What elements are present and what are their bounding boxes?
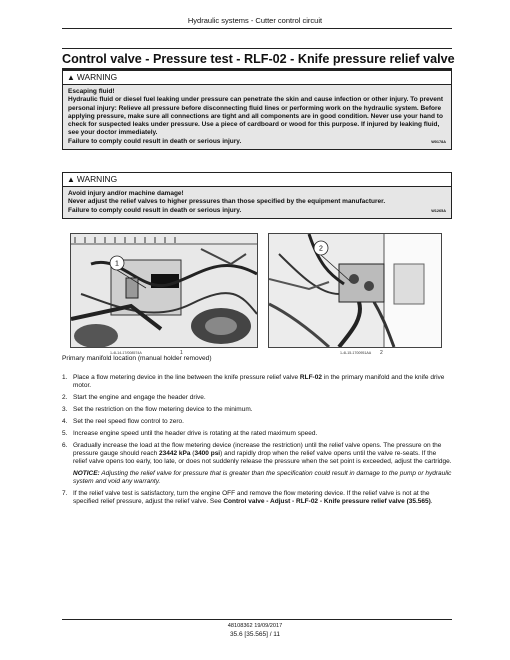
warning-line: Never adjust the relief valves to higher pressures than those specified by the equipment manufacturer. bbox=[68, 198, 386, 206]
step-text: Set the reel speed flow control to zero. bbox=[73, 417, 184, 425]
figure-label-1: 1-4L14-17/008574A bbox=[110, 351, 142, 355]
title-top-rule bbox=[62, 48, 452, 49]
step-item bbox=[62, 406, 452, 414]
warning-body bbox=[63, 187, 451, 218]
figure-caption: Primary manifold location (manual holder removed) bbox=[62, 355, 212, 362]
step-number: 1. bbox=[62, 374, 68, 381]
step-text: Set the restriction on the flow metering device to the minimum. bbox=[73, 406, 253, 414]
step-number: 4. bbox=[62, 417, 68, 425]
warning-code: W1265A bbox=[431, 208, 446, 213]
warning-heading bbox=[63, 173, 451, 187]
step-text: If the relief valve test is satisfactory, turn the engine OFF and remove the flow metering device. If the relief valve is not at the specified relief pressure, adjust the relief valve. See Control valve - Adjust - RLF-02 - Knife pressure relief valve (35.565). bbox=[73, 489, 433, 506]
callout-2 bbox=[310, 237, 370, 287]
warning-line: Escaping fluid! bbox=[68, 88, 115, 95]
step-item bbox=[62, 418, 452, 426]
warning-body bbox=[63, 85, 451, 149]
step-item bbox=[62, 490, 452, 507]
warning-line: Failure to comply could result in death or serious injury. bbox=[68, 137, 242, 145]
figure-index-1: 1 bbox=[180, 350, 183, 356]
step-number: 5. bbox=[62, 429, 68, 437]
procedure-steps bbox=[62, 374, 452, 510]
step-number: 2. bbox=[62, 394, 68, 402]
warning-triangle-icon: ▲ bbox=[67, 73, 75, 82]
step-item bbox=[62, 394, 452, 402]
footer-doc-id: 48108362 19/09/2017 bbox=[227, 623, 283, 629]
warning-label: WARNING bbox=[76, 72, 118, 82]
step-item bbox=[62, 374, 452, 391]
step-text: Increase engine speed until the header drive is rotating at the rated maximum speed. bbox=[73, 429, 318, 437]
cross-reference-link[interactable]: Control valve - Adjust - RLF-02 - Knife pressure relief valve (35.565) bbox=[223, 498, 431, 506]
running-header: Hydraulic systems - Cutter control circuit bbox=[187, 16, 323, 25]
warning-line: Failure to comply could result in death or serious injury. bbox=[68, 206, 242, 214]
warning-heading bbox=[63, 71, 451, 85]
header-rule bbox=[62, 28, 452, 29]
figure-index-2: 2 bbox=[380, 350, 383, 356]
page-title: Control valve - Pressure test - RLF-02 - Knife pressure relief valve bbox=[62, 52, 455, 66]
step-item bbox=[62, 442, 452, 486]
warning-box-relief bbox=[62, 172, 452, 219]
step-number: 6. bbox=[62, 441, 68, 449]
footer-page-number: 35.6 [35.565] / 11 bbox=[229, 631, 281, 638]
step-text: Place a flow metering device in the line between the knife pressure relief valve RLF-02 in the primary manifold and the knife drive motor. bbox=[73, 374, 445, 390]
footer-rule bbox=[62, 619, 452, 620]
callout-1 bbox=[106, 252, 166, 292]
warning-box-fluid bbox=[62, 70, 452, 150]
warning-label: WARNING bbox=[76, 174, 118, 184]
warning-line: Avoid injury and/or machine damage! bbox=[68, 190, 184, 197]
callout-number: 1 bbox=[115, 260, 119, 268]
warning-triangle-icon: ▲ bbox=[67, 175, 75, 184]
figure-label-2: 1-4L15-1700951AA bbox=[340, 351, 372, 355]
step-number: 7. bbox=[62, 489, 68, 497]
step-number: 3. bbox=[62, 406, 68, 414]
warning-line: Hydraulic fluid or diesel fuel leaking under pressure can penetrate the skin and cause infection or other injury. To prevent personal injury: Relieve all pressure before disconnecting fluid lines or performing work on the hydraulic system. Before applying pressure, make sure all connections are tight and all components are in good condition. Never use your hand to check for suspected leaks under pressure. Use a piece of cardboard or wood for this purpose. If injured by leaking fluid, see your doctor immediately. bbox=[68, 96, 444, 137]
callout-number: 2 bbox=[319, 245, 323, 253]
step-text: Gradually increase the load at the flow metering device (increase the restriction) until the relief valve opens. The pressure on the pressure gauge should reach 23442 kPa (3400 psi) and rapidly drop when the relief valve opens until the valve re-seats. If the relief valve opens too early, too late, or does not suddenly release the pressure when the set point is exceeded, adjust the cartridge. NOTICE: Adjusting the relief valve for pressure that is greater than the specification could result in damage to the pump or hydraulic system and void any warranty. bbox=[73, 441, 452, 485]
step-text: Start the engine and engage the header drive. bbox=[73, 394, 206, 402]
step-item bbox=[62, 430, 452, 438]
notice-text: NOTICE: Adjusting the relief valve for pressure that is greater than the specification could result in damage to the pump or hydraulic system and void any warranty. bbox=[73, 469, 452, 485]
warning-code: W0178A bbox=[431, 139, 446, 144]
